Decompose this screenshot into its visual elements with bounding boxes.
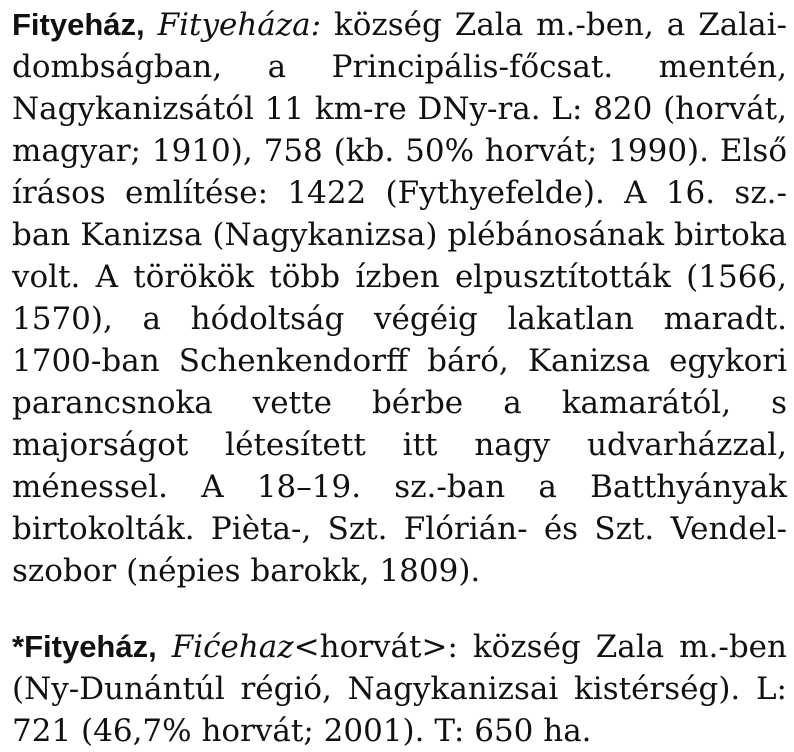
entry-headword: Fityeház, — [24, 629, 157, 664]
dictionary-page — [12, 4, 787, 752]
entry-variant-name: Fityeháza: — [157, 7, 322, 43]
entry-headword: Fityeház, — [12, 7, 145, 42]
entry-body-text: község Zala m.-ben, a Zalai-dombságban, a Principális-főcsat. mentén, Nagykanizsától 11 km-re DNy-ra. L: 820 (horvát, magyar; 1910), 758 (kb. 50% horvát; 1990). Első írásos említése: 1422 (Fythyefelde). A 16. sz.-ban Kanizsa (Nagykanizsa) plébánosának birtoka volt. A törökök több ízben elpusztították (1566, 1570), a hódoltság végéig lakatlan maradt. 1700-ban Schenkendorff báró, Kanizsa egykori parancsnoka vette bérbe a kamarától, s majorságot létesített itt nagy udvarházzal, ménessel. A 18–19. sz.-ban a Batthyányak birtokolták. Pièta-, Szt. Flórián- és Szt. Vendel-szobor (népies barokk, 1809). — [12, 7, 788, 589]
entry-marker: * — [12, 629, 25, 664]
entry-variant-name: Fićehaz — [171, 629, 294, 665]
entry-fityehaz-historical — [12, 4, 787, 592]
entry-fityehaz-current — [12, 626, 787, 752]
entry-body-text: <horvát>: község Zala m.-ben (Ny-Dunántúl régió, Nagykanizsai kistérség). L: 721 (46,7% horvát; 2001). T: 650 ha. — [12, 629, 787, 749]
